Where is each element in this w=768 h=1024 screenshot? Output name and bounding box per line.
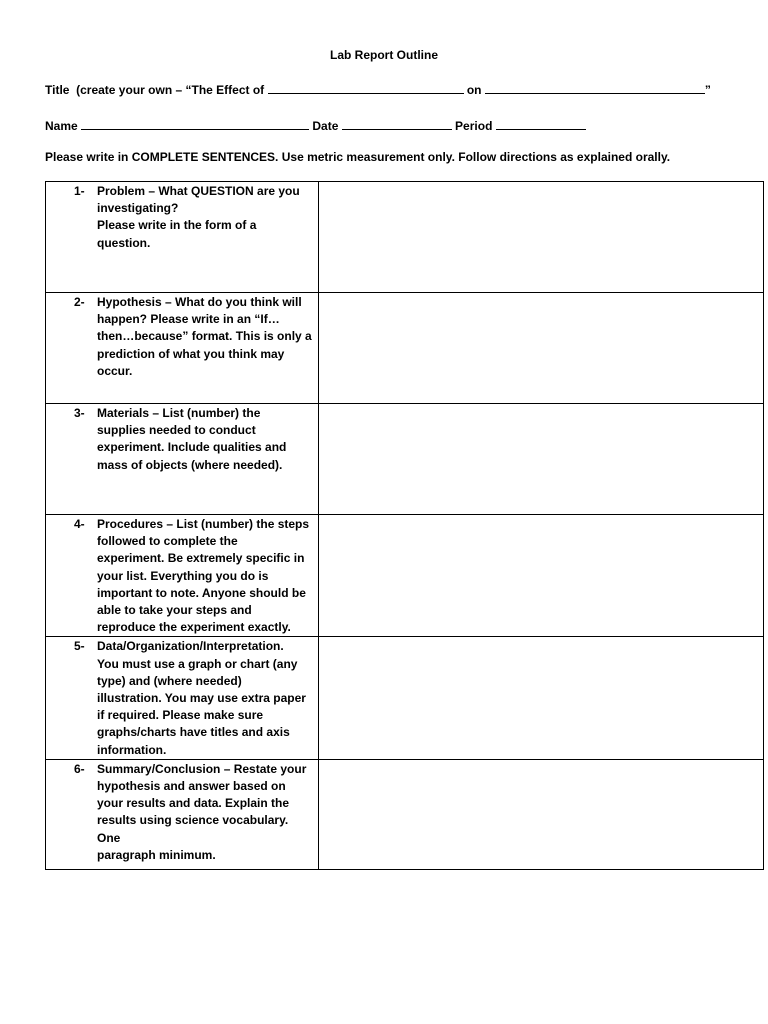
section-row-problem bbox=[46, 182, 764, 293]
section-number: 6- bbox=[74, 761, 85, 776]
prompt-cell bbox=[46, 637, 319, 759]
section-number: 3- bbox=[74, 406, 85, 420]
prompt-cell bbox=[46, 293, 319, 404]
section-row-conclusion bbox=[46, 759, 764, 869]
section-text: Procedures – List (number) the steps bbox=[97, 517, 310, 531]
section-text: supplies needed to conduct bbox=[97, 423, 256, 438]
prompt-cell bbox=[46, 404, 319, 515]
section-text: happen? Please write in an “If… bbox=[97, 312, 280, 327]
instructions: Please write in COMPLETE SENTENCES. Use metric measurement only. Follow directions as explained orally. bbox=[45, 150, 671, 164]
prompt-cell bbox=[46, 759, 319, 869]
section-number: 1- bbox=[74, 184, 85, 198]
section-text: prediction of what you think may bbox=[97, 346, 285, 361]
answer-cell-conclusion[interactable] bbox=[319, 759, 764, 869]
section-text: Summary/Conclusion – Restate your bbox=[97, 761, 307, 776]
answer-cell-data[interactable] bbox=[319, 637, 764, 759]
section-text: hypothesis and answer based on bbox=[97, 779, 286, 794]
prompt-cell bbox=[46, 182, 319, 293]
title-suffix: ” bbox=[704, 83, 711, 97]
name-label: Name bbox=[45, 119, 82, 133]
section-row-data bbox=[46, 637, 764, 759]
section-number: 4- bbox=[74, 517, 85, 531]
section-text: type) and (where needed) bbox=[97, 673, 242, 688]
section-text: Data/Organization/Interpretation. bbox=[97, 639, 284, 654]
answer-cell-problem[interactable] bbox=[319, 182, 764, 293]
section-text: experiment. Be extremely specific in bbox=[97, 551, 305, 566]
section-text: experiment. Include qualities and bbox=[97, 440, 287, 455]
date-blank[interactable] bbox=[342, 117, 452, 130]
section-number: 5- bbox=[74, 639, 85, 654]
section-text: question. bbox=[97, 235, 151, 250]
section-text: occur. bbox=[97, 363, 133, 378]
effect-of-blank[interactable] bbox=[268, 81, 464, 94]
section-text: then…because” format. This is only a bbox=[97, 329, 312, 344]
period-blank[interactable] bbox=[496, 117, 586, 130]
section-row-procedures bbox=[46, 515, 764, 637]
date-label: Date bbox=[309, 119, 342, 133]
answer-cell-materials[interactable] bbox=[319, 404, 764, 515]
section-text: Please write in the form of a bbox=[97, 218, 257, 233]
title-line bbox=[45, 81, 711, 97]
section-text: graphs/charts have titles and axis bbox=[97, 725, 290, 740]
section-text: mass of objects (where needed). bbox=[97, 457, 283, 472]
section-text: results using science vocabulary. One bbox=[97, 813, 289, 845]
title-prefix: Title (create your own – “The Effect of bbox=[45, 83, 268, 97]
section-text: your list. Everything you do is bbox=[97, 568, 269, 583]
section-text: Hypothesis – What do you think will bbox=[97, 295, 302, 309]
section-text: Problem – What QUESTION are you bbox=[97, 184, 300, 198]
section-row-materials bbox=[46, 404, 764, 515]
section-text: able to take your steps and bbox=[97, 603, 252, 618]
section-text: investigating? bbox=[97, 201, 179, 216]
section-text: followed to complete the bbox=[97, 534, 238, 549]
name-line bbox=[45, 117, 586, 133]
title-middle: on bbox=[463, 83, 485, 97]
section-row-hypothesis bbox=[46, 293, 764, 404]
section-text: important to note. Anyone should be bbox=[97, 585, 306, 600]
section-text: You must use a graph or chart (any bbox=[97, 656, 298, 671]
section-text: Materials – List (number) the bbox=[97, 406, 261, 420]
section-text: your results and data. Explain the bbox=[97, 796, 290, 811]
section-text: information. bbox=[97, 742, 167, 757]
answer-cell-hypothesis[interactable] bbox=[319, 293, 764, 404]
section-text: paragraph minimum. bbox=[97, 847, 216, 862]
answer-cell-procedures[interactable] bbox=[319, 515, 764, 637]
prompt-cell bbox=[46, 515, 319, 637]
outline-table bbox=[45, 181, 764, 870]
on-blank[interactable] bbox=[485, 81, 705, 94]
section-text: illustration. You may use extra paper bbox=[97, 691, 306, 706]
period-label: Period bbox=[451, 119, 496, 133]
section-text: reproduce the experiment exactly. bbox=[97, 620, 291, 635]
section-number: 2- bbox=[74, 295, 85, 309]
page-title: Lab Report Outline bbox=[330, 48, 438, 62]
name-blank[interactable] bbox=[81, 117, 309, 130]
section-text: if required. Please make sure bbox=[97, 708, 264, 723]
